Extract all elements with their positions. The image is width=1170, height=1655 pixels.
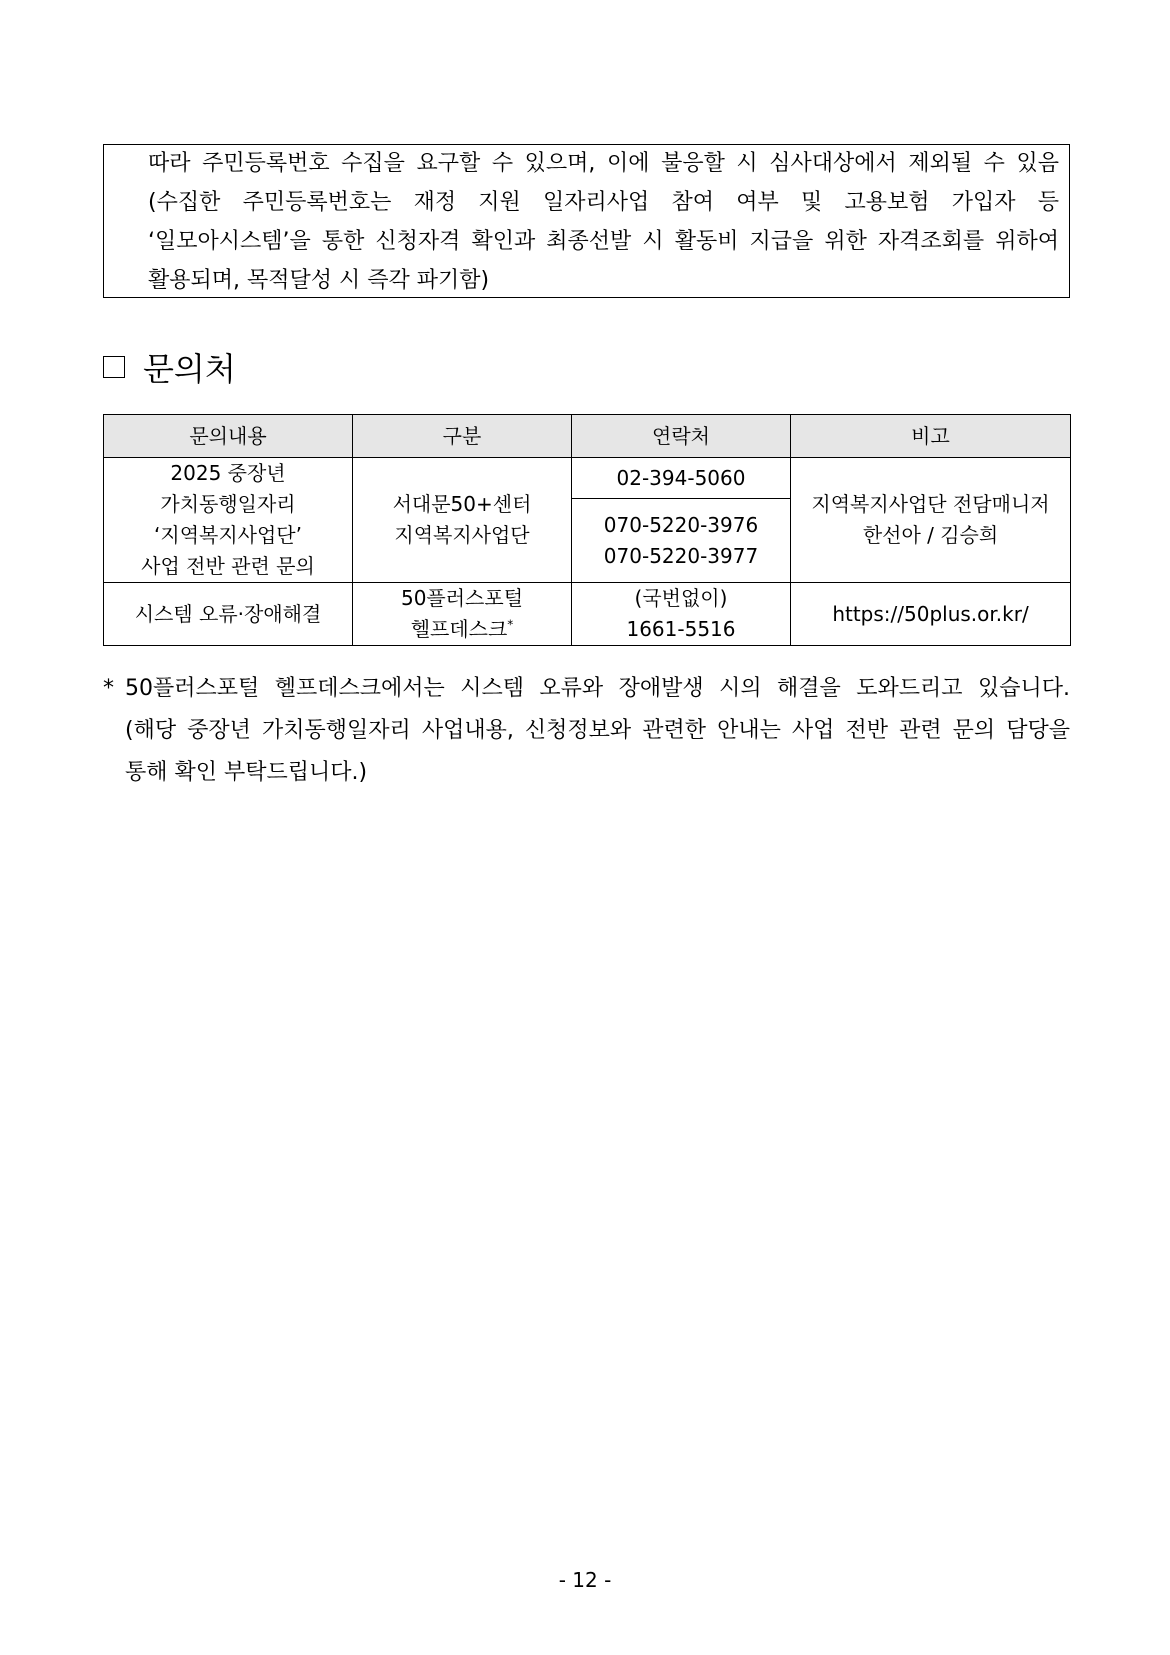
checkbox-square-icon (103, 356, 125, 378)
cell-line: 2025 중장년 (170, 461, 286, 485)
cell-line: 50플러스포털 (400, 586, 524, 610)
footnote-line (103, 710, 1070, 752)
cell-line: 한선아 / 김승희 (862, 523, 999, 547)
header-division: 구분 (353, 415, 572, 458)
footnote-marker: * (103, 676, 114, 701)
contact-table (103, 414, 1071, 646)
remark-cell (791, 458, 1071, 583)
cell-line: 지역복지사업단 전담매니저 (811, 492, 1050, 516)
footnote-text: 50플러스포털 헬프데스크에서는 시스템 오류와 장애발생 시의 해결을 도와드리고 있습니다. (125, 676, 1070, 701)
cell-line: 가치동행일자리 (160, 492, 296, 516)
footnote-line (103, 668, 1070, 710)
note-line: 활용되며, 목적달성 시 즉각 파기함) (148, 268, 490, 293)
footnote-text: (해당 중장년 가치동행일자리 사업내용, 신청정보와 관련한 안내는 사업 전반 관련 문의 담당을 (125, 718, 1070, 743)
cell-line: 지역복지사업단 (394, 523, 530, 547)
footnote-mark: * (507, 617, 514, 632)
phone-cell: 02-394-5060 (572, 458, 791, 499)
phone-cell (572, 499, 791, 583)
section-title: 문의처 (143, 350, 236, 388)
table-row (104, 458, 1071, 499)
url-cell: https://50plus.or.kr/ (791, 583, 1071, 646)
cell-line: 서대문50+센터 (392, 492, 532, 516)
note-line: (수집한 주민등록번호는 재정 지원 일자리사업 참여 여부 및 고용보험 가입자 등 (148, 190, 1059, 215)
cell-line: 1661-5516 (626, 617, 736, 641)
footnote-line (103, 752, 1070, 794)
section-heading (103, 345, 236, 389)
cell-line: (국번없이) (634, 586, 728, 610)
cell-line: 사업 전반 관련 문의 (141, 554, 315, 578)
footnote (103, 668, 1070, 794)
cell-line (357, 614, 567, 645)
inquiry-cell: 시스템 오류·장애해결 (104, 583, 353, 646)
division-cell (353, 458, 572, 583)
inquiry-cell (104, 458, 353, 583)
header-contact: 연락처 (572, 415, 791, 458)
cell-line: 070-5220-3977 (603, 543, 759, 568)
table-row (104, 583, 1071, 646)
division-cell (353, 583, 572, 646)
header-inquiry: 문의내용 (104, 415, 353, 458)
phone-cell (572, 583, 791, 646)
cell-text: 헬프데스크 (410, 617, 508, 641)
table-header-row (104, 415, 1071, 458)
footnote-text: 통해 확인 부탁드립니다.) (125, 760, 368, 785)
note-line: ‘일모아시스템’을 통한 신청자격 확인과 최종선발 시 활동비 지급을 위한 자격조회를 위하여 (148, 229, 1059, 254)
page-number: - 12 - (558, 1568, 612, 1592)
cell-line: 070-5220-3976 (603, 512, 759, 537)
note-line: 따라 주민등록번호 수집을 요구할 수 있으며, 이에 불응할 시 심사대상에서 제외될 수 있음 (148, 151, 1059, 176)
eligibility-note-box (103, 144, 1070, 298)
cell-line: ‘지역복지사업단’ (154, 523, 302, 547)
header-remark: 비고 (791, 415, 1071, 458)
